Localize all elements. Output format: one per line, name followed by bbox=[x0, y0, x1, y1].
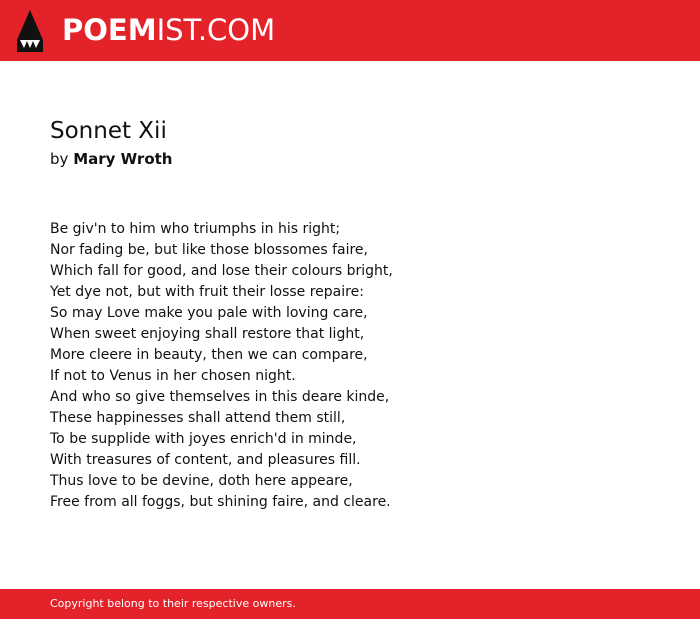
poem-line: Nor fading be, but like those blossomes faire, bbox=[50, 242, 368, 258]
poem-line: Free from all foggs, but shining faire, and cleare. bbox=[50, 494, 391, 510]
poem-line: Yet dye not, but with fruit their losse repaire: bbox=[50, 284, 364, 300]
poem-line: Be giv'n to him who triumphs in his right; bbox=[50, 221, 341, 237]
poem-title: Sonnet Xii bbox=[50, 118, 167, 144]
poem-line: With treasures of content, and pleasures fill. bbox=[50, 452, 361, 468]
copyright-text: Copyright belong to their respective owners. bbox=[50, 597, 296, 610]
pencil-tip-icon[interactable] bbox=[17, 10, 43, 52]
site-header bbox=[0, 0, 700, 61]
poem-line: When sweet enjoying shall restore that light, bbox=[50, 326, 365, 342]
site-footer bbox=[0, 589, 700, 619]
poem-line: Which fall for good, and lose their colours bright, bbox=[50, 263, 393, 279]
poem-line: If not to Venus in her chosen night. bbox=[50, 368, 296, 384]
poem-line: Thus love to be devine, doth here appeare, bbox=[50, 473, 353, 489]
site-logo[interactable] bbox=[62, 12, 275, 48]
byline bbox=[50, 150, 172, 168]
poem-line: And who so give themselves in this deare kinde, bbox=[50, 389, 390, 405]
poem-line: More cleere in beauty, then we can compare, bbox=[50, 347, 368, 363]
logo-bold-text: POEM bbox=[62, 13, 157, 47]
by-label: by bbox=[50, 150, 69, 168]
poem-line: So may Love make you pale with loving care, bbox=[50, 305, 368, 321]
poem-line: These happinesses shall attend them still, bbox=[50, 410, 346, 426]
logo-thin-text: IST.COM bbox=[156, 13, 276, 47]
poem-body bbox=[50, 219, 393, 513]
author-name: Mary Wroth bbox=[73, 150, 173, 168]
poem-line: To be supplide with joyes enrich'd in minde, bbox=[50, 431, 357, 447]
